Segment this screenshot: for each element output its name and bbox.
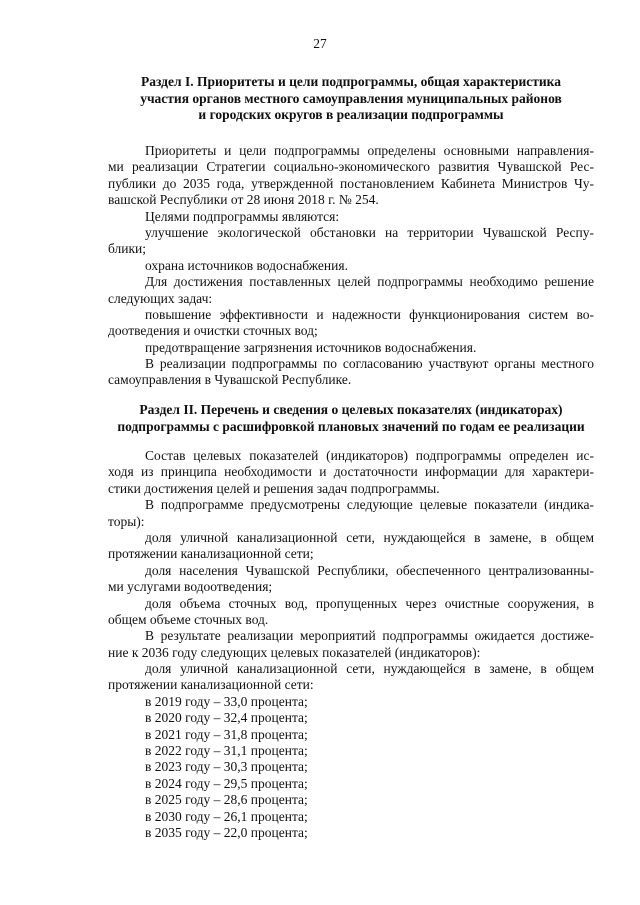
year-value-line: в 2030 году – 26,1 процента;	[145, 808, 308, 824]
section2-heading-line: подпрограммы с расшифровкой плановых значений по годам ее реализации	[117, 418, 585, 434]
paragraph-line: улучшение экологической обстановки на территории Чувашской Респу-	[145, 224, 594, 240]
year-value-line: в 2019 году – 33,0 процента;	[145, 693, 308, 709]
section1-body	[108, 143, 594, 389]
paragraph-line: ние к 2036 году следующих целевых показателей (индикаторов):	[108, 644, 481, 660]
paragraph-line: доля уличной канализационной сети, нуждающейся в замене, в общем	[145, 661, 594, 677]
paragraph-line: Для достижения поставленных целей подпрограммы необходимо решение	[145, 274, 594, 290]
paragraph-line: самоуправления в Чувашской Республике.	[108, 372, 352, 388]
paragraph-line: предотвращение загрязнения источников водоснабжения.	[145, 339, 477, 355]
paragraph-line: доотведения и очистки сточных вод;	[108, 323, 318, 339]
year-value-line: в 2035 году – 22,0 процента;	[145, 824, 308, 840]
paragraph-line: В подпрограмме предусмотрены следующие целевые показатели (индика-	[145, 497, 594, 513]
paragraph-line: следующих задач:	[108, 290, 213, 306]
paragraph-line: ходя из принципа необходимости и достаточности информации для характери-	[108, 464, 594, 480]
section1-heading-line: участия органов местного самоуправления муниципальных районов	[140, 90, 562, 106]
section2-heading	[108, 402, 594, 435]
paragraph-line: В результате реализации мероприятий подпрограммы ожидается достиже-	[145, 628, 594, 644]
section1-heading-line: и городских округов в реализации подпрограммы	[198, 107, 504, 122]
section2-heading-line: Раздел II. Перечень и сведения о целевых показателях (индикаторах)	[139, 402, 563, 417]
paragraph-line: доля населения Чувашской Республики, обеспеченного централизованны-	[145, 562, 594, 578]
paragraph-line: повышение эффективности и надежности функционирования систем во-	[145, 306, 594, 322]
paragraph-line: торы):	[108, 513, 145, 529]
paragraph-line: вашской Республики от 28 июня 2018 г. № 254.	[108, 192, 379, 208]
year-value-line: в 2021 году – 31,8 процента;	[145, 726, 308, 742]
year-value-line: в 2023 году – 30,3 процента;	[145, 759, 308, 775]
paragraph-line: публики до 2035 года, утвержденной постановлением Кабинета Министров Чу-	[108, 175, 594, 191]
year-value-line: в 2024 году – 29,5 процента;	[145, 775, 308, 791]
paragraph-line: протяжении канализационной сети;	[108, 546, 314, 562]
paragraph-line: доля объема сточных вод, пропущенных через очистные сооружения, в	[145, 595, 594, 611]
paragraph-line: ми реализации Стратегии социально-экономического развития Чувашской Рес-	[108, 159, 594, 175]
paragraph-line: Приоритеты и цели подпрограммы определены основными направления-	[145, 143, 594, 158]
paragraph-line: Состав целевых показателей (индикаторов) подпрограммы определен ис-	[145, 448, 594, 463]
section1-heading	[108, 74, 594, 124]
paragraph-line: блики;	[108, 241, 147, 257]
paragraph-line: охрана источников водоснабжения.	[145, 257, 348, 273]
paragraph-line: доля уличной канализационной сети, нуждающейся в замене, в общем	[145, 529, 594, 545]
year-value-line: в 2020 году – 32,4 процента;	[145, 710, 308, 726]
paragraph-line: общем объеме сточных вод.	[108, 611, 269, 627]
paragraph-line: В реализации подпрограммы по согласованию участвуют органы местного	[145, 356, 594, 372]
paragraph-line: ми услугами водоотведения;	[108, 579, 273, 595]
paragraph-line: протяжении канализационной сети:	[108, 677, 314, 693]
page-number: 27	[313, 36, 327, 51]
year-value-line: в 2025 году – 28,6 процента;	[145, 792, 308, 808]
section1-heading-line: Раздел I. Приоритеты и цели подпрограммы, общая характеристика	[141, 74, 561, 89]
year-value-line: в 2022 году – 31,1 процента;	[145, 743, 308, 759]
paragraph-line: Целями подпрограммы являются:	[145, 208, 340, 224]
section2-body	[108, 448, 594, 841]
paragraph-line: стики достижения целей и решения задач подпрограммы.	[108, 480, 440, 496]
